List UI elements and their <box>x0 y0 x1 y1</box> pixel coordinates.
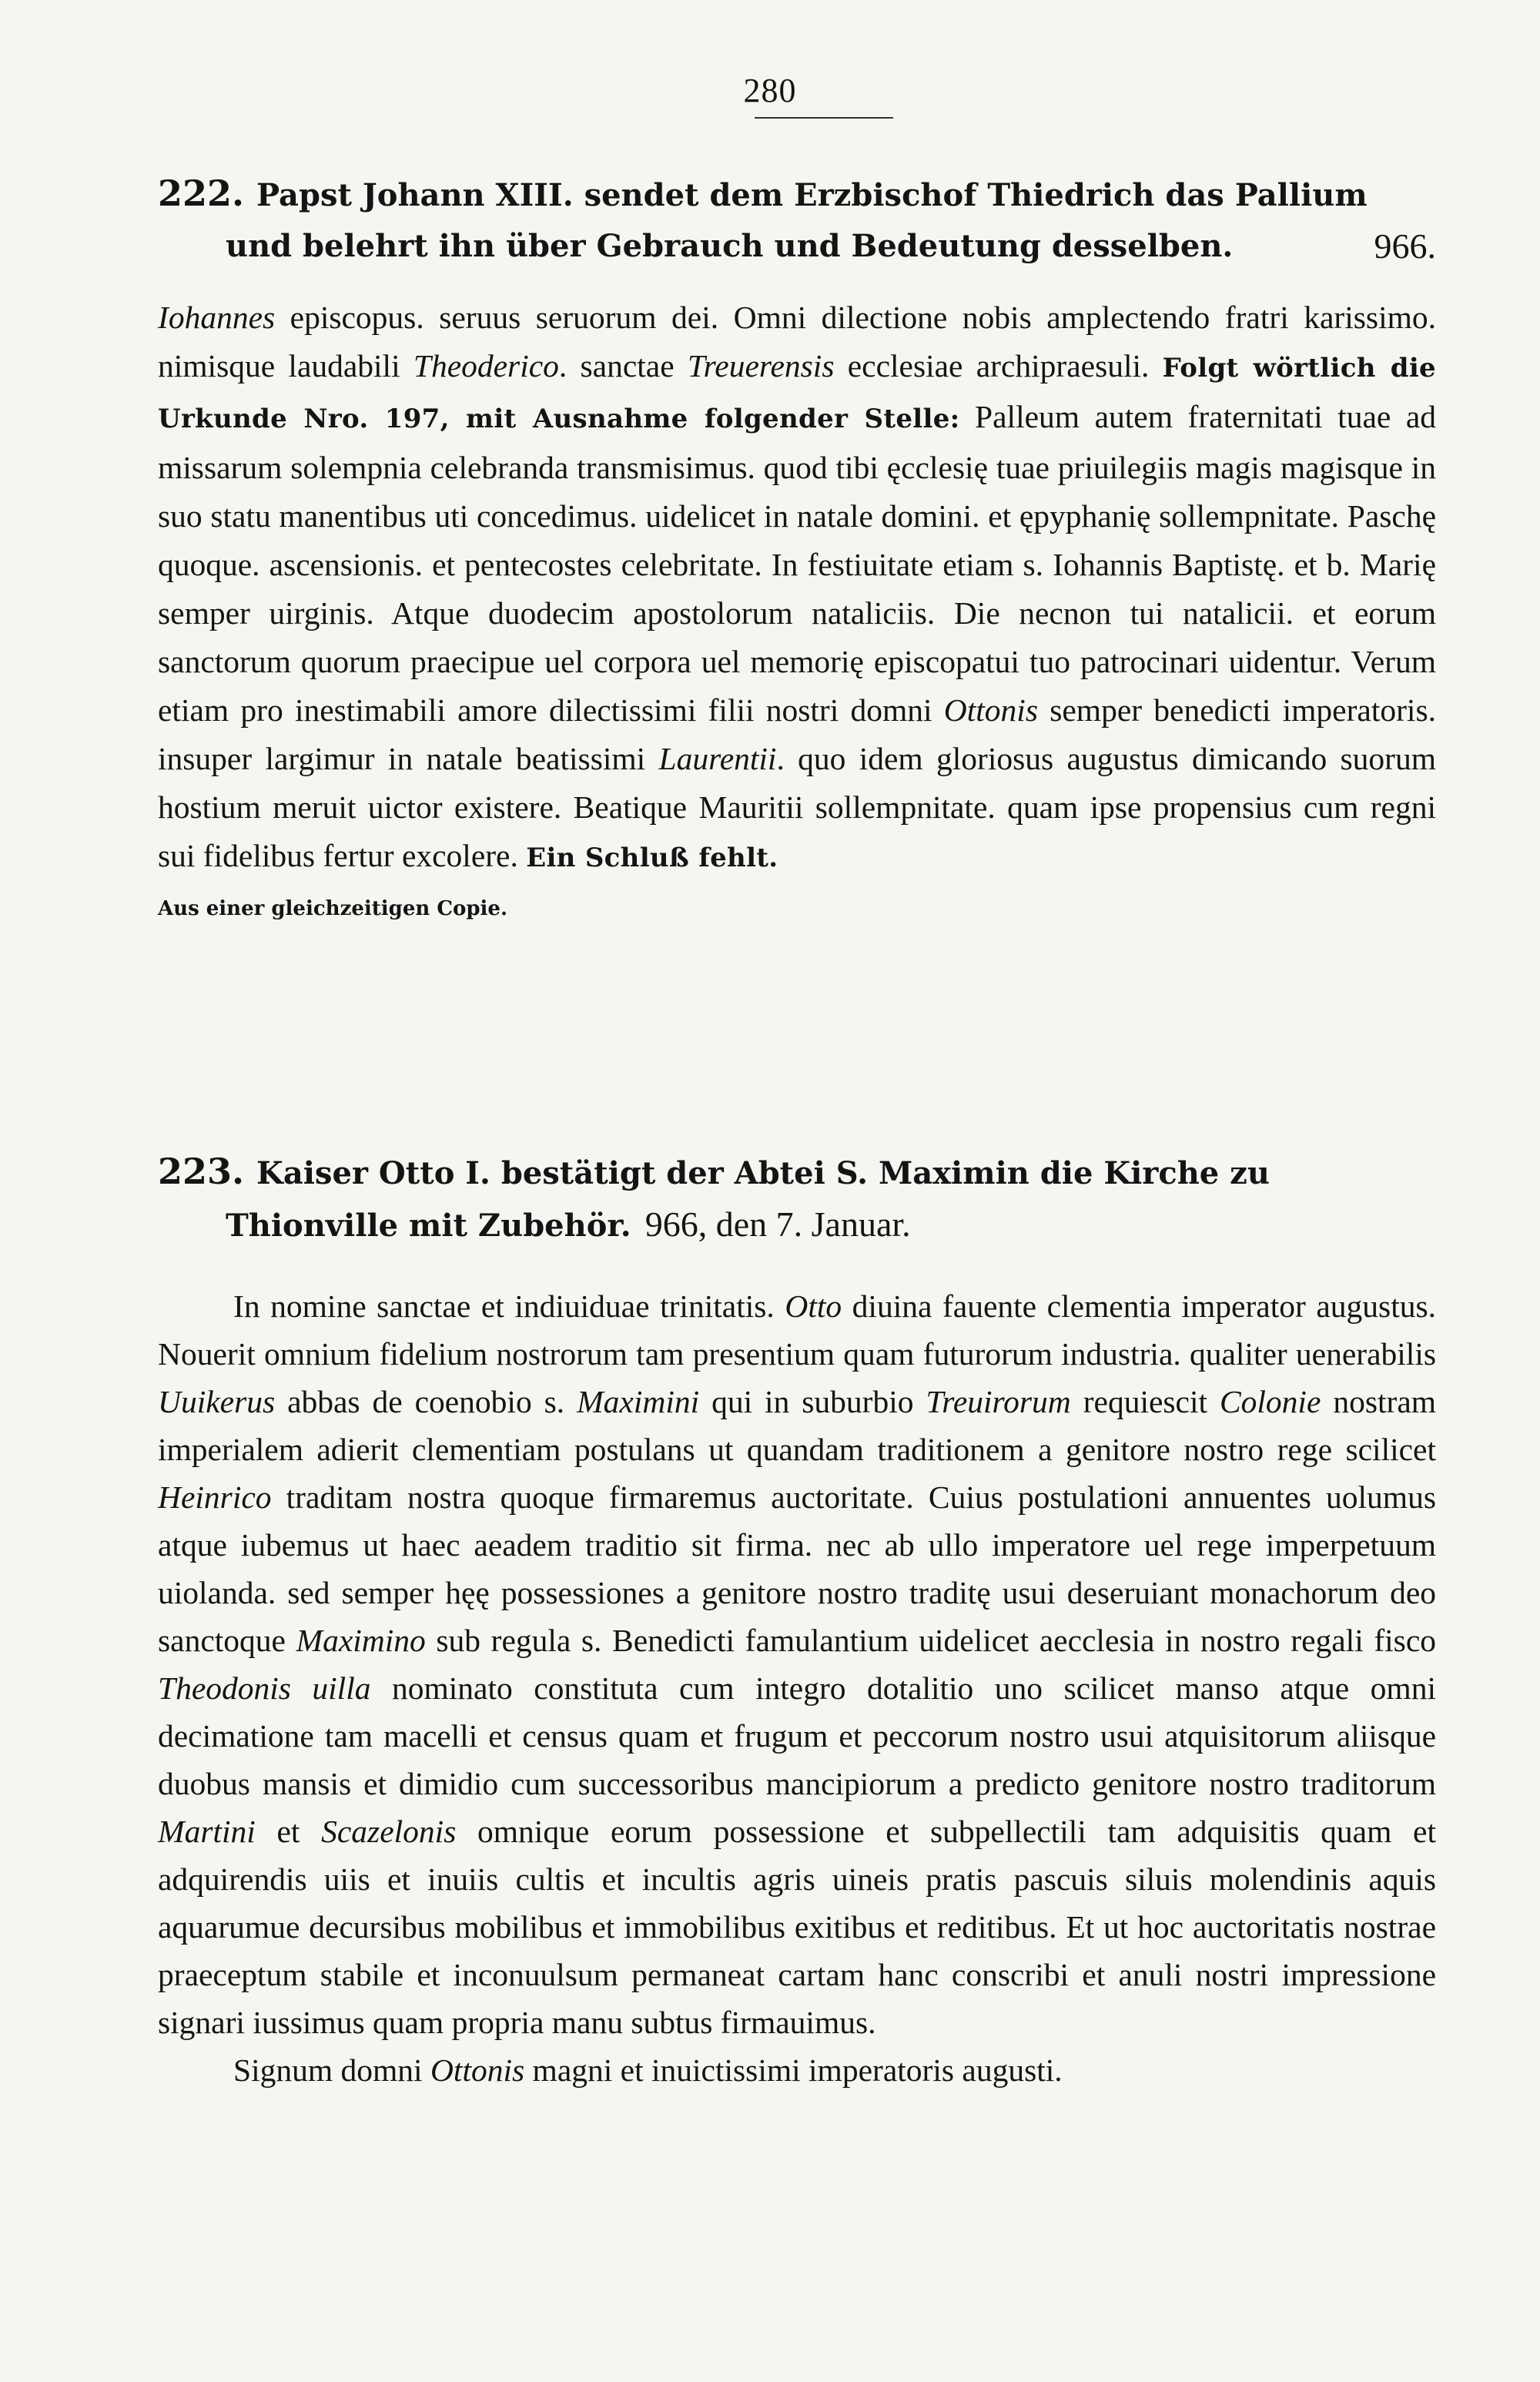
text-run: abbas de coenobio s. <box>275 1384 578 1419</box>
doc-223-heading <box>158 1146 1436 1251</box>
text-run: In nomine sanctae et indiuiduae trinitatis. <box>233 1288 785 1324</box>
doc-222-heading <box>158 168 1436 272</box>
editorial-note: Folgt wörtlich die Urkunde Nro. 197, mit Ausnahme folgender Stelle: <box>158 353 1436 434</box>
italic-name: Colonie <box>1219 1384 1321 1419</box>
text-run: . sanctae <box>558 348 688 384</box>
doc-223-heading-line2-wrap <box>158 1199 1436 1251</box>
italic-name: Martini <box>158 1814 256 1849</box>
document-223 <box>158 1146 1436 2094</box>
doc-223-signum <box>158 2046 1436 2094</box>
italic-name: Laurentii <box>658 741 777 776</box>
italic-name: Uuikerus <box>158 1384 276 1419</box>
document-222 <box>158 168 1436 924</box>
text-run: qui in suburbio <box>699 1384 926 1419</box>
italic-name: Iohannes <box>158 300 276 335</box>
doc-222-heading-line2-wrap <box>158 221 1436 272</box>
page-number-rule <box>755 117 893 119</box>
doc-223-body <box>158 1282 1436 2046</box>
text-run: nostram imperialem adierit clementiam postulans ut quandam traditionem a genitore nostro rege scilicet <box>158 1384 1437 1467</box>
italic-name: Theodonis uilla <box>158 1670 371 1706</box>
text-run: traditam nostra quoque firmaremus auctoritate. Cuius postulationi annuentes uolumus atque iubemus ut haec aeadem traditio sit firma. nec ab ullo imperatore uel rege imperpetuum uiolanda. sed semper hęę possessiones a genitore nostro traditę usui deseruiant monachorum deo sanctoque <box>158 1479 1436 1658</box>
doc-222-number: 222. <box>158 173 245 214</box>
doc-223-number: 223. <box>158 1151 245 1192</box>
text-run: nominato constituta cum integro dotalitio uno scilicet manso atque omni decimatione tam macelli et census quam et frugum et peccorum nostro usui atquisitorum aliisque duobus mansis et dimidio cum successoribus mancipiorum a predicto genitore nostro traditorum <box>158 1670 1436 1801</box>
italic-name: Heinrico <box>158 1479 272 1515</box>
doc-222-source-note: Aus einer gleichzeitigen Copie. <box>158 897 508 920</box>
doc-222-heading-line1: Papst Johann XIII. sendet dem Erzbischof Thiedrich das Pallium <box>256 177 1368 213</box>
italic-name: Scazelonis <box>321 1814 457 1849</box>
text-run: Palleum autem fraternitati tuae ad missarum solempnia celebranda transmisimus. quod tibi ęcclesię tuae priuilegiis magis magisque in suo statu manentibus uti concedimus. uidelicet in natale domini. et ępyphanię sollempnitate. Paschę quoque. ascensionis. et pentecostes celebritate. In festiuitate etiam s. Iohannis Baptistę. et b. Marię semper uirginis. Atque duodecim apostolorum nataliciis. Die necnon tui natalicii. et eorum sanctorum quorum praecipue uel corpora uel memorię episcopatui tuo patrocinari uidentur. Verum etiam pro inestimabili amore dilectissimi filii nostri domni <box>158 399 1436 728</box>
text-run: . quo idem gloriosus augustus dimicando suorum hostium meruit uictor existere. Beatique Mauritii sollempnitate. quam ipse propensius cum regni sui fidelibus fertur excolere. <box>158 741 1436 873</box>
text-run: et <box>255 1814 322 1849</box>
text-run: omnique eorum possessione et subpellectili tam adquisitis quam et adquirendis uiis et inuiis cultis et incultis agris uineis pratis pascuis siluis molendinis aquis aquarumue decursibus mobilibus et immobilibus exitibus et reditibus. Et ut hoc auctoritatis nostrae praeceptum stabile et inconuulsum permaneat cartam hanc conscribi et anuli nostri impressione signari iussimus quam propria manu subtus firmauimus. <box>158 1814 1436 2040</box>
italic-name: Maximini <box>577 1384 700 1419</box>
text-run: Signum domni <box>233 2052 430 2088</box>
text-run: diuina fauente clementia imperator augustus. Nouerit omnium fidelium nostrorum tam presentium quam futurorum industria. qualiter uenerabilis <box>158 1288 1436 1372</box>
text-run: magni et inuictissimi imperatoris augusti. <box>524 2052 1063 2088</box>
page-number: 280 <box>743 72 797 109</box>
italic-name: Maximino <box>296 1623 426 1658</box>
doc-222-heading-line2: und belehrt ihn über Gebrauch und Bedeutung desselben. <box>226 228 1234 264</box>
italic-name: Ottonis <box>943 692 1038 728</box>
text-run: episcopus. seruus seruorum dei. Omni dilectione nobis amplectendo fratri karissimo. nimisque laudabili <box>158 300 1436 384</box>
italic-name: Treuerensis <box>687 348 835 384</box>
doc-222-date: 966. <box>1374 226 1436 266</box>
text-run: requiescit <box>1070 1384 1220 1419</box>
doc-223-heading-line1: Kaiser Otto I. bestätigt der Abtei S. Maximin die Kirche zu <box>256 1155 1270 1191</box>
text-run: semper benedicti imperatoris. insuper largimur in natale beatissimi <box>158 692 1436 776</box>
doc-223-heading-line2: Thionville mit Zubehör. <box>226 1208 631 1244</box>
italic-name: Theoderico <box>413 348 559 384</box>
italic-name: Otto <box>785 1288 842 1324</box>
doc-223-date: 966, den 7. Januar. <box>644 1204 911 1244</box>
text-run: ecclesiae archipraesuli. <box>834 348 1163 384</box>
doc-222-body <box>158 293 1436 883</box>
italic-name: Treuirorum <box>926 1384 1071 1419</box>
text-run: sub regula s. Benedicti famulantium uidelicet aecclesia in nostro regali fisco <box>425 1623 1436 1658</box>
editorial-note: Ein Schluß fehlt. <box>526 843 778 873</box>
italic-name: Ottonis <box>430 2052 525 2088</box>
